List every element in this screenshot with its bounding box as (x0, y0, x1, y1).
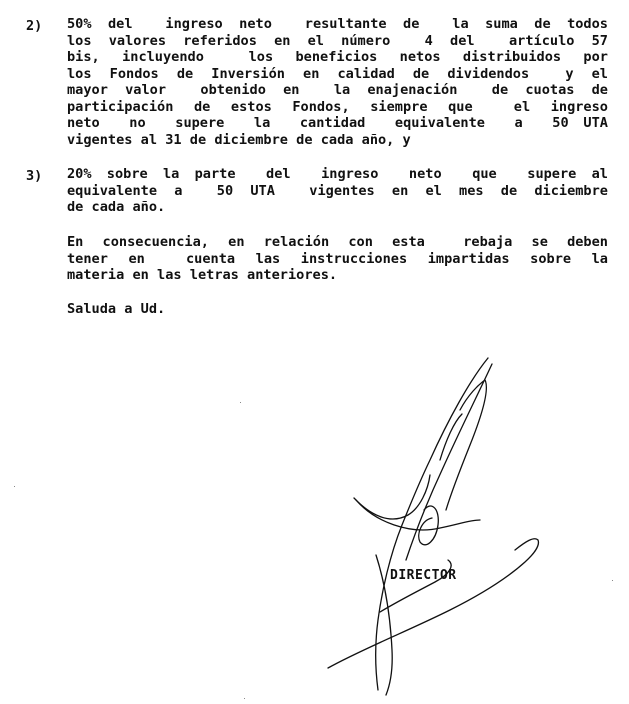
item-2-line: vigentes al 31 de diciembre de cada año, y (67, 131, 411, 148)
closing-salutation (67, 301, 608, 318)
item-2-line: 50% del ingreso neto resultante de la suma de todos (67, 16, 608, 32)
item-2-line: bis, incluyendo los beneficios netos distribuidos por (67, 49, 608, 65)
item-2-line: participación de estos Fondos, siempre que el ingreso (67, 98, 608, 115)
item-2-line: neto no supere la cantidad equivalente a 50 UTA (67, 115, 608, 131)
scan-speck (240, 402, 241, 403)
closing-line: Saluda a Ud. (67, 301, 166, 317)
scan-speck (14, 486, 15, 487)
handwritten-signature (320, 350, 550, 700)
item-2-line: los Fondos de Inversión en calidad de dividendos y el (67, 65, 608, 82)
item-number-2: 2) (26, 18, 43, 34)
item-3-line: equivalente a 50 UTA vigentes en el mes de diciembre (67, 182, 608, 199)
item-2-line: mayor valor obtenido en la enajenación de cuotas de (67, 82, 608, 98)
paragraph-line: tener en cuenta las instrucciones impartidas sobre la (67, 250, 608, 267)
item-2-text (67, 16, 608, 148)
item-3-line: de cada año. (67, 199, 166, 215)
item-number-3: 3) (26, 168, 43, 184)
consequence-paragraph (67, 234, 608, 284)
paragraph-line: En consecuencia, en relación con esta rebaja se deben (67, 234, 608, 250)
scan-speck (612, 580, 613, 581)
item-3-line: 20% sobre la parte del ingreso neto que supere al (67, 166, 608, 182)
item-2-line: los valores referidos en el número 4 del artículo 57 (67, 32, 608, 49)
director-title: DIRECTOR (390, 568, 457, 583)
item-3-text (67, 166, 608, 216)
scan-speck (244, 698, 245, 699)
paragraph-line: materia en las letras anteriores. (67, 267, 338, 283)
